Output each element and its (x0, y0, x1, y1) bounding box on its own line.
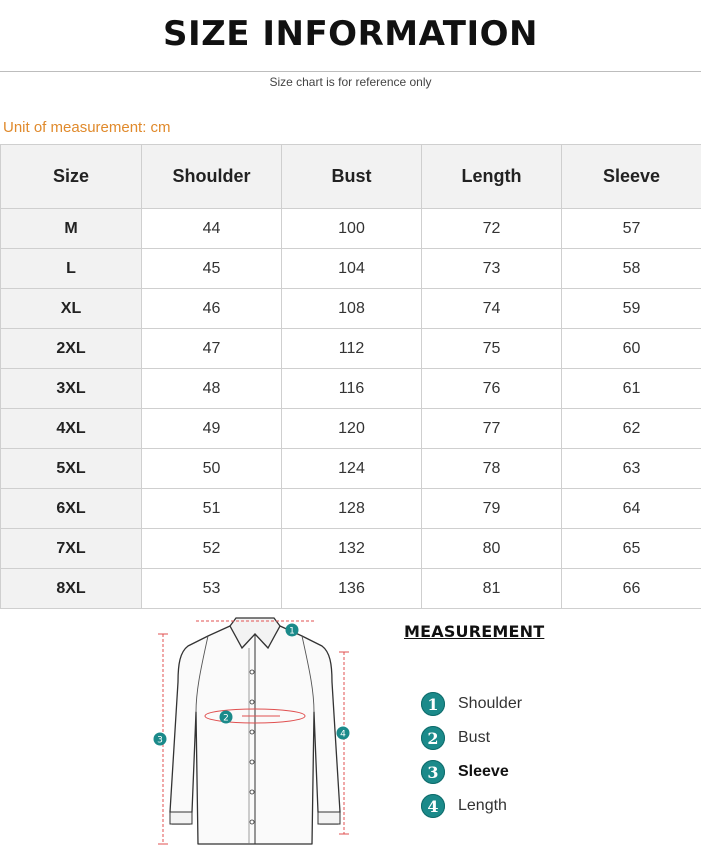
size-cell: 5XL (1, 449, 142, 489)
table-row (1, 249, 701, 289)
measurement-cell: 65 (562, 529, 701, 569)
measurement-cell: 76 (422, 369, 562, 409)
measurement-cell: 58 (562, 249, 701, 289)
legend-item-bust (421, 721, 522, 755)
measurement-cell: 128 (282, 489, 422, 529)
measurement-cell: 53 (142, 569, 282, 609)
measurement-cell: 81 (422, 569, 562, 609)
measurement-cell: 79 (422, 489, 562, 529)
measurement-cell: 50 (142, 449, 282, 489)
number-badge-icon: 4 (421, 794, 445, 818)
table-row (1, 369, 701, 409)
title-divider (0, 71, 701, 72)
measurement-cell: 45 (142, 249, 282, 289)
shirt-diagram-icon (150, 612, 360, 860)
measurement-legend (421, 687, 522, 823)
legend-label: Bust (458, 729, 490, 747)
page-title: SIZE INFORMATION (0, 14, 701, 54)
measurement-title: MEASUREMENT (404, 622, 544, 641)
measurement-cell: 74 (422, 289, 562, 329)
measurement-cell: 77 (422, 409, 562, 449)
table-row (1, 529, 701, 569)
column-header: Sleeve (562, 145, 701, 209)
size-cell: 8XL (1, 569, 142, 609)
measurement-cell: 60 (562, 329, 701, 369)
page-subtitle: Size chart is for reference only (0, 75, 701, 89)
measurement-cell: 52 (142, 529, 282, 569)
measurement-cell: 62 (562, 409, 701, 449)
size-cell: 4XL (1, 409, 142, 449)
marker-1: 1 (289, 627, 295, 637)
measurement-cell: 51 (142, 489, 282, 529)
table-row (1, 289, 701, 329)
unit-note: Unit of measurement: cm (3, 119, 171, 136)
column-header: Size (1, 145, 142, 209)
table-row (1, 209, 701, 249)
marker-2: 2 (223, 714, 229, 724)
measurement-cell: 136 (282, 569, 422, 609)
marker-4: 4 (340, 730, 346, 740)
measurement-cell: 61 (562, 369, 701, 409)
column-header: Bust (282, 145, 422, 209)
table-row (1, 409, 701, 449)
table-row (1, 329, 701, 369)
legend-label: Sleeve (458, 763, 509, 781)
measurement-cell: 120 (282, 409, 422, 449)
legend-item-shoulder (421, 687, 522, 721)
legend-label: Length (458, 797, 507, 815)
measurement-cell: 132 (282, 529, 422, 569)
column-header: Shoulder (142, 145, 282, 209)
measurement-cell: 73 (422, 249, 562, 289)
measurement-cell: 47 (142, 329, 282, 369)
shirt-diagram (150, 612, 360, 860)
number-badge-icon: 3 (421, 760, 445, 784)
table-header-row (1, 145, 701, 209)
size-table (0, 144, 701, 609)
size-cell: XL (1, 289, 142, 329)
measurement-cell: 78 (422, 449, 562, 489)
measurement-cell: 57 (562, 209, 701, 249)
size-cell: 3XL (1, 369, 142, 409)
measurement-cell: 112 (282, 329, 422, 369)
table-row (1, 489, 701, 529)
measurement-cell: 108 (282, 289, 422, 329)
size-cell: 7XL (1, 529, 142, 569)
measurement-cell: 49 (142, 409, 282, 449)
column-header: Length (422, 145, 562, 209)
table-row (1, 569, 701, 609)
measurement-cell: 44 (142, 209, 282, 249)
measurement-cell: 100 (282, 209, 422, 249)
measurement-cell: 72 (422, 209, 562, 249)
measurement-cell: 59 (562, 289, 701, 329)
measurement-cell: 75 (422, 329, 562, 369)
measurement-cell: 48 (142, 369, 282, 409)
number-badge-icon: 2 (421, 726, 445, 750)
size-cell: 2XL (1, 329, 142, 369)
marker-3: 3 (157, 736, 163, 746)
legend-item-length (421, 789, 522, 823)
measurement-cell: 66 (562, 569, 701, 609)
size-cell: 6XL (1, 489, 142, 529)
measurement-cell: 46 (142, 289, 282, 329)
legend-label: Shoulder (458, 695, 522, 713)
measurement-cell: 104 (282, 249, 422, 289)
measurement-cell: 64 (562, 489, 701, 529)
size-cell: M (1, 209, 142, 249)
number-badge-icon: 1 (421, 692, 445, 716)
legend-item-sleeve (421, 755, 522, 789)
measurement-cell: 116 (282, 369, 422, 409)
size-cell: L (1, 249, 142, 289)
table-row (1, 449, 701, 489)
measurement-cell: 63 (562, 449, 701, 489)
measurement-cell: 124 (282, 449, 422, 489)
measurement-cell: 80 (422, 529, 562, 569)
